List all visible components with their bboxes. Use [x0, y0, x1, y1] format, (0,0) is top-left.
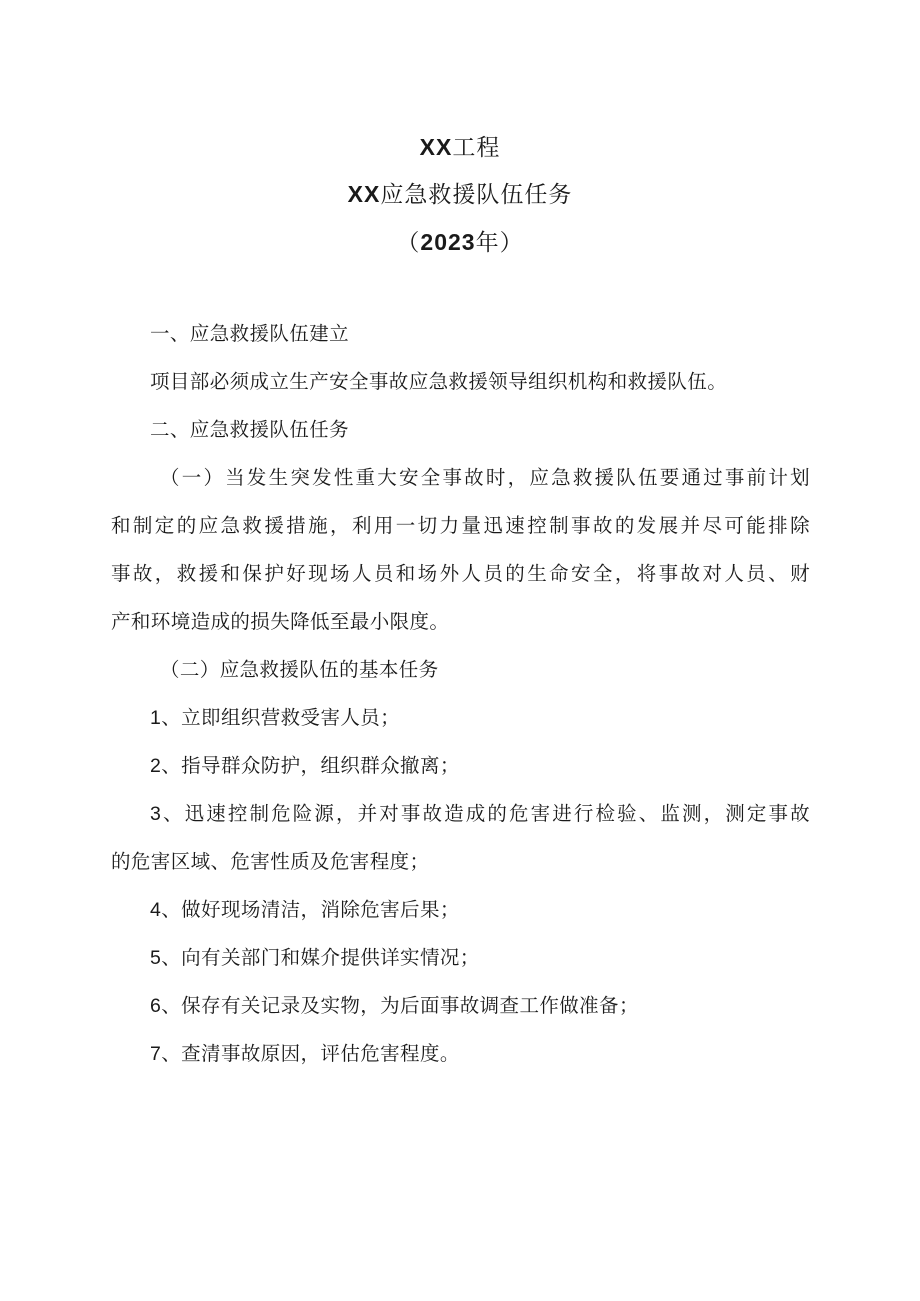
title-year-close: 年） [475, 230, 524, 256]
paragraph-1-line-2: 和制定的应急救援措施，利用一切力量迅速控制事故的发展并尽可能排除 [111, 514, 810, 537]
task-text: 、做好现场清洁，消除危害后果； [161, 898, 460, 921]
task-number: 7 [150, 1043, 162, 1065]
task-text: 、向有关部门和媒介提供详实情况； [161, 946, 480, 969]
task-number: 4 [150, 899, 162, 921]
task-item [150, 1040, 460, 1068]
subsection-2-heading: （二）应急救援队伍的基本任务 [160, 658, 439, 681]
section-2-heading: 二、应急救援队伍任务 [150, 418, 350, 441]
title-project-prefix: XX [419, 134, 453, 160]
title-main-text: 应急救援队伍任务 [380, 182, 573, 208]
title-year-open: （ [396, 230, 421, 256]
title-project-text: 工程 [452, 135, 501, 161]
task-text: 、查清事故原因，评估危害程度。 [161, 1042, 460, 1065]
title-main-prefix: XX [347, 181, 381, 207]
task-number: 2 [150, 755, 162, 777]
paragraph-1-line-4: 产和环境造成的损失降低至最小限度。 [111, 610, 450, 633]
document-title-year [0, 227, 920, 258]
task-text: 、保存有关记录及实物，为后面事故调查工作做准备； [161, 994, 639, 1017]
task-item [150, 896, 460, 924]
task-item [150, 704, 400, 732]
section-1-body: 项目部必须成立生产安全事故应急救援领导组织机构和救援队伍。 [150, 370, 728, 393]
paragraph-1-line-3: 事故，救援和保护好现场人员和场外人员的生命安全，将事故对人员、财 [111, 562, 810, 585]
task-text: 、迅速控制危险源，并对事故造成的危害进行检验、监测，测定事故 [161, 802, 810, 825]
task-number: 5 [150, 947, 162, 969]
task-item [150, 752, 460, 780]
task-text: 、指导群众防护，组织群众撤离； [161, 754, 460, 777]
task-item-continuation: 的危害区域、危害性质及危害程度； [111, 850, 430, 873]
task-number: 6 [150, 995, 162, 1017]
title-year-value: 2023 [420, 229, 476, 255]
task-item [150, 800, 810, 828]
task-item [150, 992, 639, 1020]
task-text: 、立即组织营救受害人员； [161, 706, 401, 729]
paragraph-1-line-1: （一）当发生突发性重大安全事故时，应急救援队伍要通过事前计划 [160, 466, 810, 489]
task-item [150, 944, 480, 972]
document-title-main [0, 179, 920, 210]
task-number: 3 [150, 803, 162, 825]
document-title-project [0, 132, 920, 163]
section-1-heading: 一、应急救援队伍建立 [150, 322, 350, 345]
task-number: 1 [150, 707, 162, 729]
